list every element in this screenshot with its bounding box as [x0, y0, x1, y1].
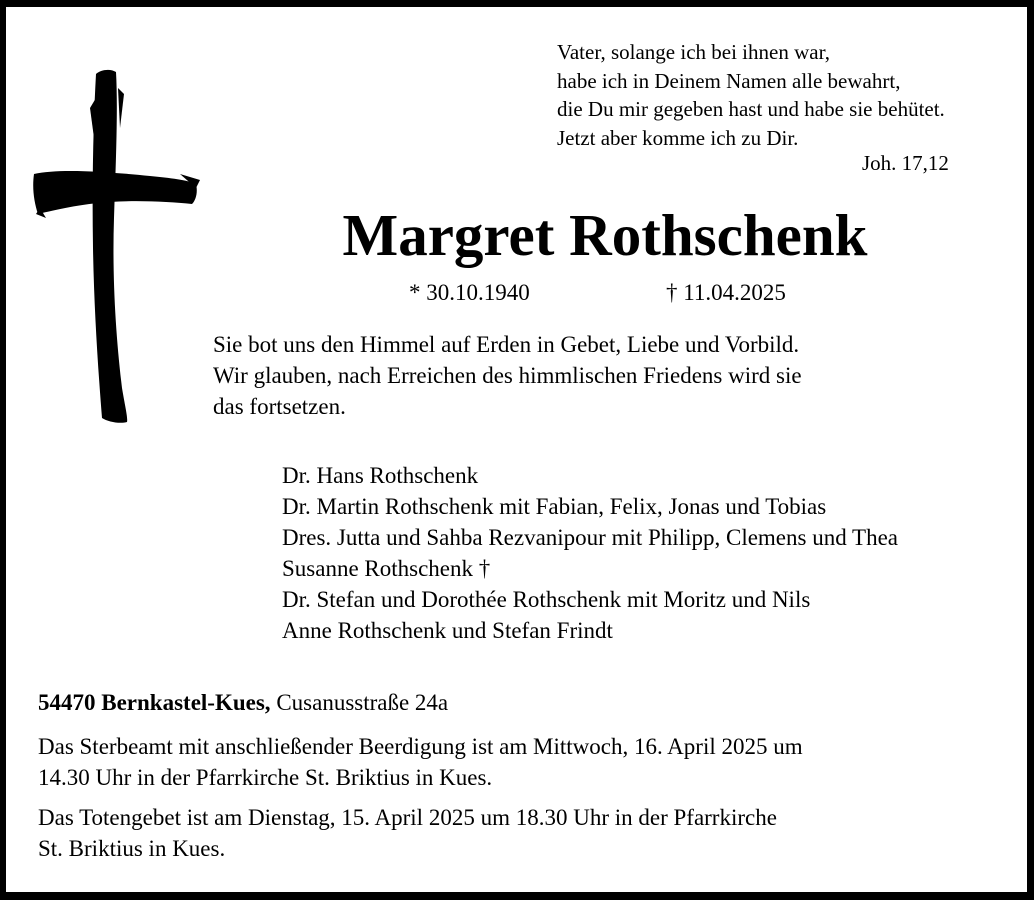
- mourner-entry: Anne Rothschenk und Stefan Frindt: [282, 618, 613, 643]
- mourner-entry: Dr. Stefan und Dorothée Rothschenk mit Moritz und Nils: [282, 587, 811, 612]
- address-street: Cusanusstraße 24a: [276, 690, 449, 715]
- mourner-entry: Dr. Martin Rothschenk mit Fabian, Felix, Jonas und Tobias: [282, 494, 827, 519]
- notice-line: Das Totengebet ist am Dienstag, 15. April 2025 um 18.30 Uhr in der Pfarrkirche: [38, 805, 777, 830]
- mourner-entry: Dres. Jutta und Sahba Rezvanipour mit Philipp, Clemens und Thea: [282, 525, 899, 550]
- birth-date: * 30.10.1940: [409, 280, 530, 305]
- notice-line: St. Briktius in Kues.: [38, 836, 226, 861]
- mourner-entry: Susanne Rothschenk †: [282, 556, 491, 581]
- tribute-line: Wir glauben, nach Erreichen des himmlischen Friedens wird sie: [213, 363, 802, 388]
- tribute-line: das fortsetzen.: [213, 394, 346, 419]
- bible-verse: [557, 38, 945, 152]
- verse-line: die Du mir gegeben hast und habe sie behütet.: [557, 97, 945, 121]
- tribute-text: [213, 329, 802, 422]
- notice-line: 14.30 Uhr in der Pfarrkirche St. Briktius in Kues.: [38, 765, 493, 790]
- deceased-name: Margret Rothschenk: [342, 202, 868, 268]
- funeral-notice: [38, 731, 803, 793]
- family-address: [38, 688, 448, 718]
- prayer-notice: [38, 802, 777, 864]
- address-city: 54470 Bernkastel-Kues,: [38, 690, 271, 715]
- mourners-list: [282, 460, 898, 646]
- tribute-line: Sie bot uns den Himmel auf Erden in Gebet, Liebe und Vorbild.: [213, 332, 800, 357]
- verse-line: habe ich in Deinem Namen alle bewahrt,: [557, 68, 901, 93]
- death-date: † 11.04.2025: [666, 280, 786, 305]
- verse-reference: Joh. 17,12: [862, 151, 949, 175]
- verse-line: Vater, solange ich bei ihnen war,: [557, 40, 830, 64]
- verse-line: Jetzt aber komme ich zu Dir.: [557, 125, 799, 150]
- notice-line: Das Sterbeamt mit anschließender Beerdigung ist am Mittwoch, 16. April 2025 um: [38, 734, 803, 759]
- mourner-entry: Dr. Hans Rothschenk: [282, 463, 479, 488]
